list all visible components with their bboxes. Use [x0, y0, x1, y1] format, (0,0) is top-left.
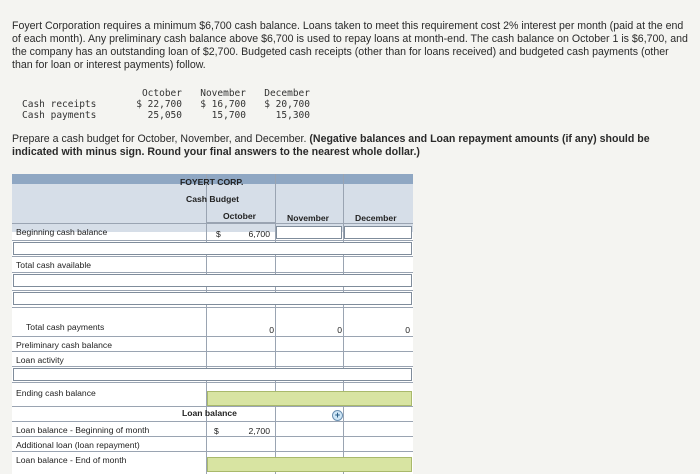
loan-currency-sign: $ — [214, 426, 219, 436]
plus-icon[interactable]: + — [332, 410, 343, 421]
currency-sign: $ — [216, 229, 221, 239]
month-header: October — [141, 88, 182, 99]
row-beginning-cash: Beginning cash balance — [16, 227, 108, 237]
receipts-input-row[interactable] — [13, 242, 412, 255]
nov-beginning-cash-input[interactable] — [276, 226, 342, 239]
row-loan-beginning: Loan balance - Beginning of month — [16, 425, 150, 435]
instructions-text: Prepare a cash budget for October, November, and December. — [12, 133, 307, 145]
row-loan-end: Loan balance - End of month — [16, 455, 127, 465]
payments-input-row-1[interactable] — [13, 274, 412, 287]
row-loan-activity: Loan activity — [16, 355, 64, 365]
row-label: Cash payments — [22, 110, 97, 121]
instructions-bold: (Negative balances and Loan repayment amounts (if any) should be indicated with minus sign. Round your final answers to the nearest whole dollar.) — [12, 133, 650, 158]
loan-activity-input-row[interactable] — [13, 368, 412, 381]
value: 15,700 — [211, 110, 246, 121]
row-total-cash-available: Total cash available — [16, 260, 92, 270]
row-label: Cash receipts — [22, 99, 97, 110]
row-ending-cash: Ending cash balance — [16, 388, 96, 398]
company-name: FOYERT CORP. — [180, 177, 244, 187]
worksheet-header-band — [12, 184, 413, 232]
row-additional-loan: Additional loan (loan repayment) — [16, 440, 140, 450]
oct-beginning-cash: 6,700 — [248, 229, 270, 239]
cash-budget-worksheet — [12, 174, 413, 474]
column-header-october: October — [223, 211, 256, 221]
row-preliminary-balance: Preliminary cash balance — [16, 340, 113, 350]
payments-input-row-2[interactable] — [13, 292, 412, 305]
column-header-december: December — [355, 213, 397, 223]
month-header: November — [200, 88, 246, 99]
oct-loan-beginning: 2,700 — [248, 426, 270, 436]
dec-total-payments: 0 — [405, 325, 410, 335]
value: $ 20,700 — [264, 99, 310, 110]
value: $ 16,700 — [200, 99, 246, 110]
value: 15,300 — [275, 110, 310, 121]
ending-cash-highlight — [207, 391, 412, 406]
value: $ 22,700 — [136, 99, 182, 110]
value: 25,050 — [147, 110, 182, 121]
problem-statement: Foyert Corporation requires a minimum $6,700 cash balance. Loans taken to meet this requirement cost 2% interest per month (paid at the end of each month). Any preliminary cash balance above $6,700 is used to repay loans at month-end. The cash balance on October 1 is $6,700, and the company has an outstanding loan of $2,700. Budgeted cash receipts (other than for loans received) and budgeted cash payments (other than for loan or interest payments) follow. — [12, 20, 688, 71]
loan-balance-section-title: Loan balance — [182, 408, 237, 418]
worksheet-title: Cash Budget — [186, 194, 239, 204]
budget-input-table — [22, 88, 310, 121]
oct-total-payments: 0 — [269, 325, 274, 335]
nov-total-payments: 0 — [337, 325, 342, 335]
row-total-cash-payments: Total cash payments — [26, 322, 105, 332]
instructions — [12, 133, 688, 159]
month-header: December — [264, 88, 310, 99]
dec-beginning-cash-input[interactable] — [344, 226, 412, 239]
column-header-november: November — [287, 213, 330, 223]
